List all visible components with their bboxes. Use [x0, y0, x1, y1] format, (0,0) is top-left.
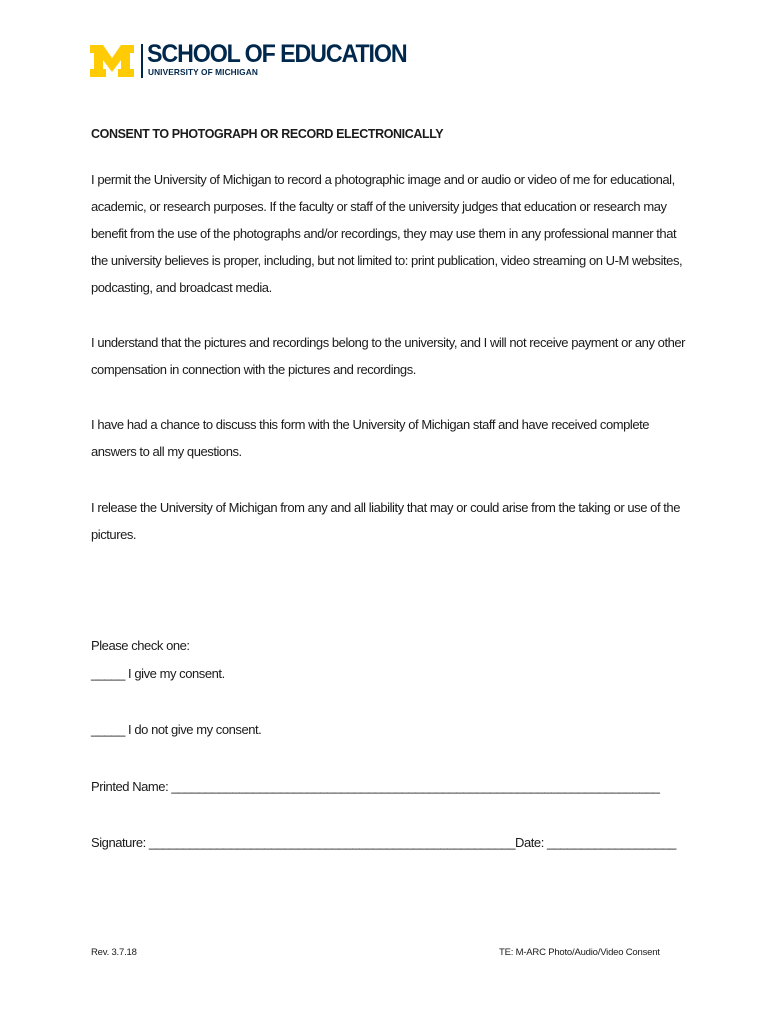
printed-name-field[interactable]: Printed Name: ________________________________________________________________________ [91, 779, 660, 794]
logo-title: SCHOOL OF EDUCATION [147, 40, 407, 68]
revision-label: Rev. 3.7.18 [91, 947, 137, 958]
block-m-logo-icon [90, 45, 134, 77]
option-no-consent[interactable]: _____ I do not give my consent. [91, 722, 262, 737]
logo-subtitle: UNIVERSITY OF MICHIGAN [148, 67, 258, 77]
paragraph-permission: I permit the University of Michigan to record a photographic image and or audio or video of me for educational, academic, or research purposes. If the faculty or staff of the university judges that education or research may benefit from the use of the photographs and/or recordings, they may use them in any professional manner that the university believes is proper, including, but not limited to: print publication, video streaming on U-M websites, podcasting, and broadcast media. [91, 172, 683, 295]
form-id-label: TE: M-ARC Photo/Audio/Video Consent [499, 947, 660, 958]
check-prompt: Please check one: [91, 638, 190, 653]
paragraph-release: I release the University of Michigan from any and all liability that may or could arise from the taking or use of the pictures. [91, 500, 680, 542]
document-title: CONSENT TO PHOTOGRAPH OR RECORD ELECTRONICALLY [91, 127, 444, 141]
option-give-consent[interactable]: _____ I give my consent. [91, 666, 225, 681]
logo-divider [141, 44, 143, 78]
signature-date-field[interactable]: Signature: ______________________________________________________Date: ___________________ [91, 835, 676, 850]
paragraph-discussion: I have had a chance to discuss this form with the University of Michigan staff and have received complete answers to all my questions. [91, 417, 650, 459]
paragraph-ownership: I understand that the pictures and recordings belong to the university, and I will not receive payment or any other compensation in connection with the pictures and recordings. [91, 335, 686, 377]
